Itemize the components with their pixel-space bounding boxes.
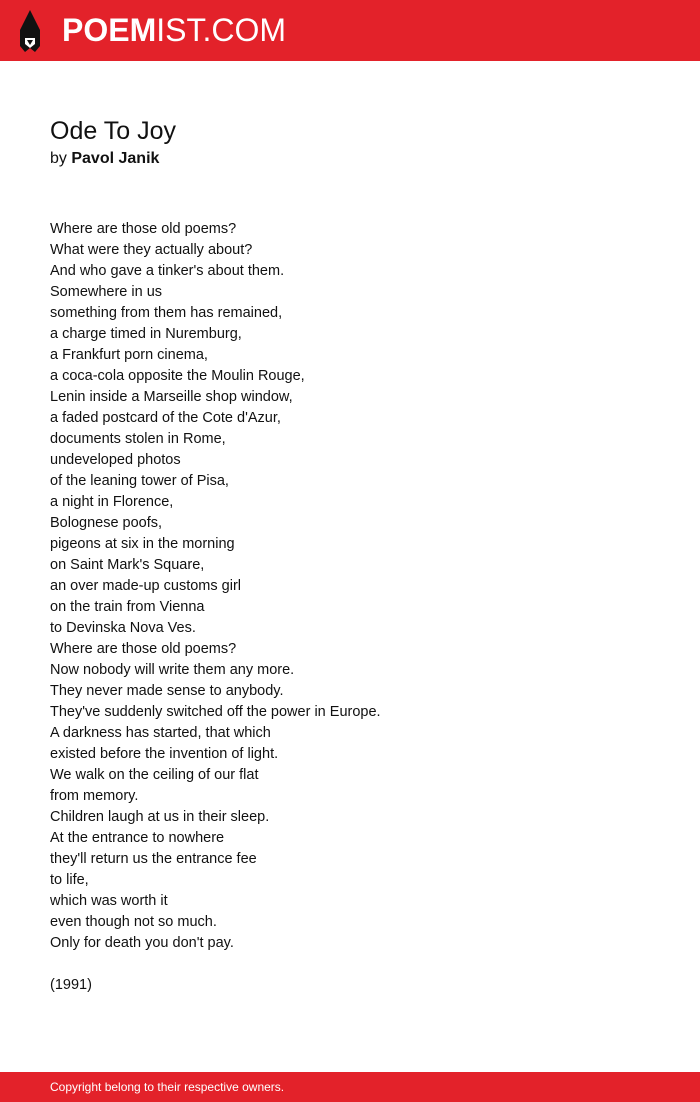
poem-line: Only for death you don't pay. [50, 935, 234, 951]
poem-line: At the entrance to nowhere [50, 830, 225, 846]
poem-line: an over made-up customs girl [50, 578, 241, 594]
poem-line: Where are those old poems? [50, 221, 237, 237]
poem-line: a Frankfurt porn cinema, [50, 347, 208, 363]
poem-line: What were they actually about? [50, 242, 253, 258]
poem-line: Somewhere in us [50, 284, 163, 300]
author-name: Pavol Janik [71, 150, 160, 167]
site-footer [0, 1072, 700, 1102]
poem-line: on the train from Vienna [50, 599, 205, 615]
poem-line: Lenin inside a Marseille shop window, [50, 389, 293, 405]
logo-bold-text: POEM [62, 12, 157, 48]
poem-line: something from them has remained, [50, 305, 283, 321]
site-header [0, 0, 700, 61]
logo-light-text: IST.COM [156, 12, 287, 48]
poem-line: documents stolen in Rome, [50, 431, 226, 447]
poem-line: pigeons at six in the morning [50, 536, 235, 552]
copyright-text: Copyright belong to their respective owners. [50, 1080, 285, 1094]
poem-title: Ode To Joy [50, 117, 177, 145]
poem-line: Now nobody will write them any more. [50, 662, 295, 678]
by-label: by [50, 150, 67, 167]
poem-body [50, 219, 381, 954]
site-logo[interactable] [62, 12, 286, 48]
poem-line: which was worth it [50, 893, 168, 909]
poem-line: A darkness has started, that which [50, 725, 271, 741]
poem-line: Where are those old poems? [50, 641, 237, 657]
poem-line: they'll return us the entrance fee [50, 851, 257, 867]
poem-line: a faded postcard of the Cote d'Azur, [50, 410, 281, 426]
poem-line: to Devinska Nova Ves. [50, 620, 196, 636]
poem-line: Children laugh at us in their sleep. [50, 809, 270, 825]
poem-line: a coca-cola opposite the Moulin Rouge, [50, 368, 305, 384]
poem-line: Bolognese poofs, [50, 515, 163, 531]
poem-line: to life, [50, 872, 89, 888]
poem-line: from memory. [50, 788, 139, 804]
poem-line: a charge timed in Nuremburg, [50, 326, 242, 342]
poem-line: And who gave a tinker's about them. [50, 263, 285, 279]
poem-year: (1991) [50, 977, 92, 993]
byline [50, 148, 159, 170]
poem-line: existed before the invention of light. [50, 746, 279, 762]
pen-nib-icon[interactable] [18, 10, 42, 52]
poem-line: We walk on the ceiling of our flat [50, 767, 259, 783]
poem-line: of the leaning tower of Pisa, [50, 473, 229, 489]
poem-line: They've suddenly switched off the power in Europe. [50, 704, 381, 720]
poem-line: They never made sense to anybody. [50, 683, 284, 699]
poem-line: on Saint Mark's Square, [50, 557, 205, 573]
poem-line: undeveloped photos [50, 452, 181, 468]
poem-line: a night in Florence, [50, 494, 174, 510]
poem-line: even though not so much. [50, 914, 217, 930]
